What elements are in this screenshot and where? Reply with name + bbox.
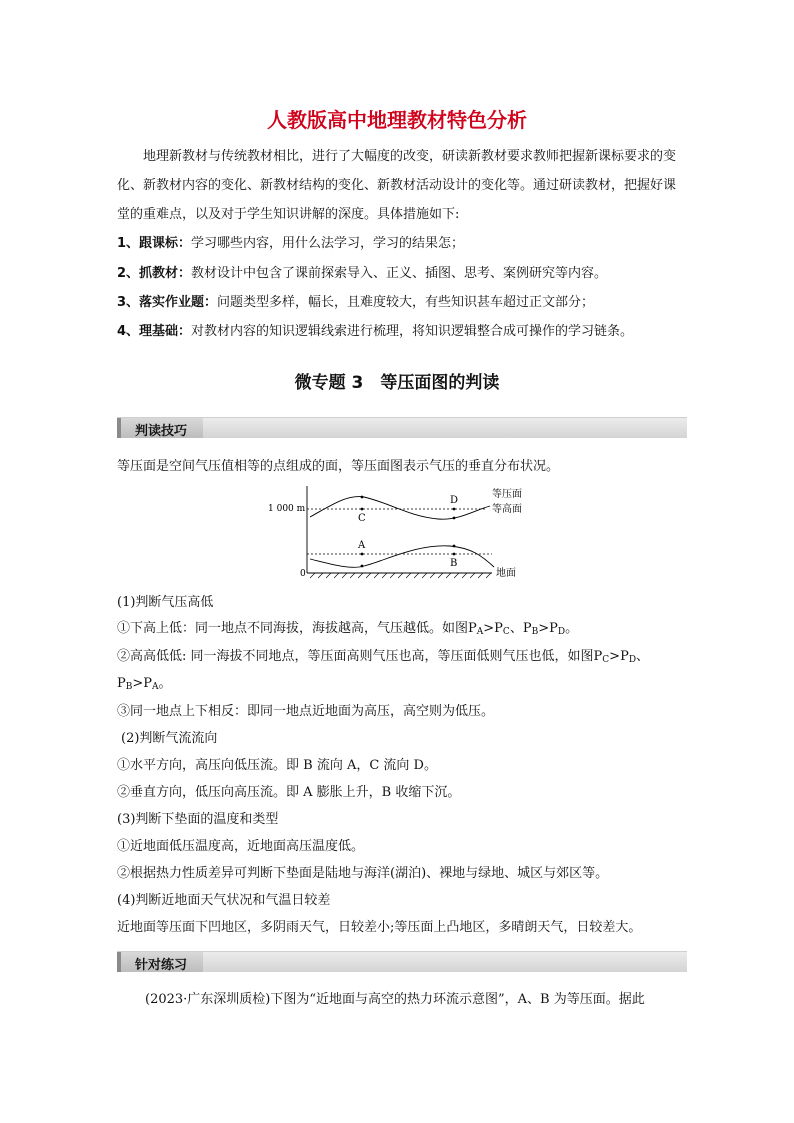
diagram-point bbox=[453, 517, 456, 520]
diagram-point bbox=[361, 508, 364, 511]
rule-text: ①下高上低：同一地点不同海拔，海拔越高，气压越低。如图 bbox=[117, 621, 469, 636]
rule-text: ②高高低低: 同一海拔不同地点，等压面高则气压也高，等压面低则气压也低，如图 bbox=[117, 649, 594, 664]
measure-item-4 bbox=[117, 320, 697, 339]
point-label-d: D bbox=[450, 495, 459, 506]
section-tag-label: 针对练习 bbox=[135, 958, 188, 973]
measure-text: 学习哪些内容，用什么法学习，学习的结果怎； bbox=[191, 236, 465, 251]
diagram-point bbox=[361, 496, 364, 499]
section-title: 微专题 3 等压面图的判读 bbox=[294, 373, 500, 393]
section-tag-bar bbox=[117, 952, 121, 972]
diagram-point bbox=[453, 508, 456, 511]
rule-7: ②根据热力性质差异可判断下垫面是陆地与海洋(湖泊)、裸地与绿地、城区与郊区等。 bbox=[117, 866, 609, 881]
heading-pressure: (1)判断气压高低 bbox=[117, 595, 214, 610]
rule-3: ③同一地点上下相反：即同一地点近地面为高压，高空则为低压。 bbox=[117, 704, 495, 719]
diagram-point bbox=[361, 553, 364, 556]
rule-2-continued: $P_B>P_A$。 bbox=[117, 676, 172, 692]
heading-surface: (3)判断下垫面的温度和类型 bbox=[117, 812, 279, 827]
rule-6: ①近地面低压温度高，近地面高压温度低。 bbox=[117, 839, 365, 854]
point-label-c: C bbox=[358, 513, 366, 524]
measure-label: 1、跟课标： bbox=[117, 236, 192, 251]
measure-label: 2、抓教材： bbox=[117, 266, 192, 281]
ground-hatch bbox=[310, 573, 491, 578]
section-tag-bar bbox=[117, 418, 121, 438]
point-label-a: A bbox=[358, 540, 366, 551]
point-label-b: B bbox=[450, 558, 458, 569]
definition-text: 等压面是空间气压值相等的点组成的面，等压面图表示气压的垂直分布状况。 bbox=[117, 459, 560, 474]
measure-text: 对教材内容的知识逻辑线索进行梳理，将知识逻辑整合成可操作的学习链条。 bbox=[191, 324, 634, 339]
diagram-point bbox=[453, 553, 456, 556]
section-tag-label-bg bbox=[117, 952, 203, 972]
y-label-1000m: 1 000 m bbox=[268, 504, 306, 514]
rule-2: ②高高低低: 同一海拔不同地点，等压面高则气压也高，等压面低则气压也低，如图$P_C>P_D$、 bbox=[117, 649, 650, 665]
diagram-point bbox=[453, 545, 456, 548]
measure-label: 3、落实作业题： bbox=[117, 295, 218, 310]
measure-text: 教材设计中包含了课前探索导入、正义、插图、思考、案例研究等内容。 bbox=[191, 266, 608, 281]
section-tag-label-bg bbox=[117, 418, 203, 438]
heading-airflow: (2)判断气流流向 bbox=[121, 731, 218, 746]
y-label-zero: 0 bbox=[300, 569, 306, 579]
rule-1: ①下高上低：同一地点不同海拔，海拔越高，气压越低。如图$P_A>P_C$、$P_B>P_D$。 bbox=[117, 621, 579, 637]
rule-4: ①水平方向，高压向低压流。即 B 流向 A，C 流向 D。 bbox=[117, 758, 437, 773]
rule-5: ②垂直方向，低压向高压流。即 A 膨胀上升，B 收缩下沉。 bbox=[117, 785, 461, 800]
measure-label: 4、理基础： bbox=[117, 324, 192, 339]
measure-item-2 bbox=[117, 262, 697, 281]
rule-8: 近地面等压面下凹地区，多阴雨天气，日较差小;等压面上凸地区，多晴朗天气，日较差大。 bbox=[117, 920, 642, 935]
measure-item-3 bbox=[117, 291, 697, 310]
heading-weather: (4)判断近地面天气状况和气温日较差 bbox=[117, 893, 331, 908]
isobaric-curve-upper bbox=[310, 497, 490, 520]
measure-text: 问题类型多样，幅长，且难度较大，有些知识甚车超过正文部分； bbox=[217, 295, 595, 310]
diagram-point bbox=[361, 565, 364, 568]
measure-item-1 bbox=[117, 232, 697, 251]
page-title: 人教版高中地理教材特色分析 bbox=[267, 108, 527, 132]
intro-paragraph: 地理新教材与传统教材相比，进行了大幅度的改变，研读新教材要求教师把握新课标要求的变化、新教材内容的变化、新教材结构的变化、新教材活动设计的变化等。通过研读教材，把握好课堂的重难点，以及对于学生知识讲解的深度。具体措施如下: bbox=[117, 149, 677, 222]
isobaric-diagram bbox=[262, 484, 542, 584]
section-tag-technique bbox=[117, 417, 687, 438]
label-isoheight-surface: 等高面 bbox=[492, 504, 522, 515]
section-tag-label: 判读技巧 bbox=[135, 424, 188, 439]
label-isobaric-surface: 等压面 bbox=[492, 489, 522, 500]
exercise-text: (2023·广东深圳质检)下图为“近地面与高空的热力环流示意图”，A、B 为等压面。据此 bbox=[145, 992, 645, 1007]
section-tag-practice bbox=[117, 951, 687, 972]
isobaric-curve-lower bbox=[310, 546, 494, 567]
label-ground: 地面 bbox=[496, 568, 516, 579]
